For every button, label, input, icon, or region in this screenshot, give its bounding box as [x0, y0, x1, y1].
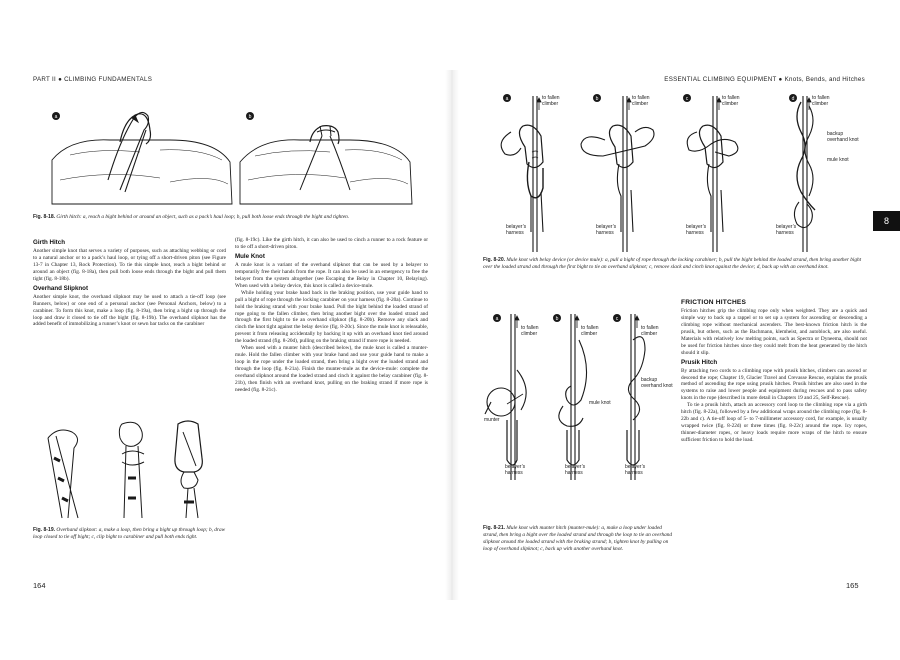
pack-b: [240, 140, 412, 204]
svg-text:b: b: [595, 96, 599, 102]
overhand-slipknot-body: Another simple knot, the overhand slipknot may be used to attach a tie-off loop (see Runners, below) or one end of a personal anchor (see Personal Anchors, below) to a carabiner. To form this knot, make a loop (fig. 8-19a), then bring a bight up through the loop and draw it closed to tie off the bight (fig. 8-19b). The overhand slipknot has the added benefit of immobilizing a runner’s knot or sewn bar tacks on the carabiner: [33, 293, 226, 328]
svg-text:b: b: [248, 114, 252, 120]
fig-8-20-belayer-c: belayer’s harness: [686, 224, 707, 236]
fig-8-20-mule: mule knot: [827, 157, 849, 163]
right-page-number: 165: [846, 581, 859, 590]
fig-8-21-to-fallen-a: to fallen climber: [521, 325, 539, 337]
friction-hitches-body: Friction hitches grip the climbing rope only when weighted. They are a quick and simple way to back up a rappel or to set up a system for ascending or descending a climbing rope without mechanical ascenders. The best-known friction hitch is the prusik, but others, such as the Bachmann, klemheist, and autoblock, are also useful. Materials with relatively low melting points, such as Spectra or Dyneema, should not be used for friction hitches since they could melt from the heat generated by the hitch should it slip.: [681, 307, 867, 356]
pack-a: [52, 140, 232, 204]
fig-8-18-label-b: [246, 112, 254, 120]
girth-hitch-continued: (fig. 8-19c). Like the girth hitch, it can also be used to cinch a runner to a rock feature or to tie off a short-driven piton.: [235, 237, 428, 250]
overhand-slipknot-heading: Overhand Slipknot: [33, 284, 89, 292]
fig-8-21-to-fallen-b: to fallen climber: [581, 325, 599, 337]
svg-text:a: a: [505, 96, 509, 102]
girth-hitch-heading: Girth Hitch: [33, 239, 65, 246]
fig-8-21-belayer-a: belayer’s harness: [505, 464, 526, 476]
fig-8-20-to-fallen-c: to fallen climber: [722, 95, 740, 107]
fig-8-19-caption: Fig. 8-19. Overhand slipknot: a, make a loop, then bring a bight up through loop; b, draw loop closed to tie off bight; c, clip bight to carabiner and pull both ends tight.: [33, 527, 226, 540]
svg-text:d: d: [791, 96, 795, 102]
book-gutter: [445, 70, 459, 600]
mule-knot-body-2: While holding your brake hand back in the braking position, use your guide hand to pull a bight of rope through the locking carabiner on your harness (fig. 8-20a). Continue to hold the braking strand with your brake hand. Pull the bight behind the loaded strand of rope going to the fallen climber, then bring another bight over the loaded strand and through the first bight to tie an overhand slipknot (fig. 8-20b). Remove any slack and cinch the knot tight against the belay device (fig. 8-20c). Since the mule knot is releasable, prevent it from releasing accidentally by backing it up with an overhand knot tied around the loaded strand (fig. 8-20d), pulling on the braking strand if more rope is needed.: [235, 289, 428, 345]
fig-8-20-belayer-d: belayer’s harness: [776, 224, 797, 236]
mule-knot-body-1: A mule knot is a variant of the overhand slipknot that can be used by a belayer to temporarily free their hands from the rope. It can also be used in an emergency to free the belayer from the system altogether (see Escaping the Belay in Chapter 10, Belaying). When used with a belay device, this knot is called a device-mule.: [235, 261, 428, 289]
fig-8-20-belayer-a: belayer’s harness: [506, 224, 527, 236]
fig-8-21-illustration: [483, 310, 673, 520]
fig-8-21-mule: mule knot: [589, 400, 611, 406]
fig-8-21-munter: munter: [484, 417, 500, 423]
right-running-head: ESSENTIAL CLIMBING EQUIPMENT ● Knots, Bends, and Hitches: [664, 76, 865, 83]
fig-8-21-belayer-c: belayer’s harness: [625, 464, 646, 476]
fig-8-20-belayer-b: belayer’s harness: [596, 224, 617, 236]
fig-8-20-caption: Fig. 8-20. Mule knot with belay device (or device mule): a, pull a bight of rope through the locking carabiner; b, pull the bight behind the loaded strand, then bring another bight over the loaded strand and through the first bight to tie an overhand slipknot; c, remove slack and cinch knot against the device; d, back up with an overhand knot.: [483, 257, 862, 270]
left-running-head: PART II ● CLIMBING FUNDAMENTALS: [33, 76, 153, 83]
fig-8-18-caption: Fig. 8-18. Girth hitch: a, reach a bight behind or around an object, such as a pack’s haul loop; b, pull both loose ends through the bight and tighten.: [33, 214, 350, 220]
mule-knot-heading: Mule Knot: [235, 252, 265, 260]
fig-8-21-backup: backup overhand knot: [641, 377, 673, 389]
left-column-2: [235, 237, 428, 394]
left-column-1: [33, 237, 226, 328]
fig-8-21-belayer-b: belayer’s harness: [565, 464, 586, 476]
friction-hitches-heading: FRICTION HITCHES: [681, 299, 747, 306]
prusik-hitch-heading: Prusik Hitch: [681, 358, 718, 366]
svg-text:a: a: [54, 114, 58, 120]
svg-text:a: a: [495, 316, 499, 322]
fig-8-20-to-fallen-a: to fallen climber: [542, 95, 560, 107]
fig-8-18-label-a: [52, 112, 60, 120]
fig-8-21-panel-labels: [493, 314, 621, 322]
mule-knot-body-3: When used with a munter hitch (described below), the mule knot is called a munter-mule. Hold the fallen climber with your brake hand and use your guide hand to make a loop in the rope under the loaded strand, then bring a bight over the loaded strand and through the loop (fig. 8-21a). Finish the munter-mule as the device-mule: complete the overhand slipknot around the loaded strand and cinch it against the belay carabiner (fig. 8-21b), then finish with an overhand knot, pulling on the braking strand if more rope is needed (fig. 8-21c).: [235, 345, 428, 394]
fig-8-21-caption: Fig. 8-21. Mule knot with munter hitch (munter-mule): a, make a loop under loaded strand, then bring a bight over the loaded strand and through the loop to tie an overhand slipknot around the loaded strand with the braking strand; b, tighten knot by pulling on loop of overhand slipknot; c, back up with another overhand knot.: [483, 525, 673, 552]
right-column: [681, 300, 867, 444]
prusik-hitch-body-2: To tie a prusik hitch, attach an accessory cord loop to the climbing rope via a girth hitch (fig. 8-22a), followed by a few additional wraps around the climbing rope (fig. 8-22b and c). A tie-off loop of 5- to 7-millimeter accessory cord, for example, is usually wrapped twice (fig. 8-22d) or three times (fig. 8-22c) around the rope. Icy ropes, thinner-diameter ropes, or heavy loads require more wraps of the hitch to ensure sufficient friction to hold the load.: [681, 402, 867, 444]
fig-8-20-to-fallen-d: to fallen climber: [812, 95, 830, 107]
fig-8-21-to-fallen-c: to fallen climber: [641, 325, 659, 337]
svg-text:b: b: [555, 316, 559, 322]
left-page-number: 164: [33, 581, 46, 590]
svg-text:c: c: [685, 96, 689, 102]
fig-8-20-backup: backup overhand knot: [827, 131, 859, 143]
fig-8-19-illustration: [38, 418, 228, 522]
fig-8-18-illustration: [50, 100, 420, 205]
fig-8-20-to-fallen-b: to fallen climber: [632, 95, 650, 107]
chapter-tab: 8: [873, 211, 900, 231]
svg-text:c: c: [615, 316, 619, 322]
girth-hitch-body: Another simple knot that serves a variety of purposes, such as attaching webbing or cord to a natural anchor or to a pack’s haul loop, or tying off a short-driven piton (see Figure 13-7 in Chapter 13, Rock Protection). To tie this simple knot, reach a bight behind or around an object (fig. 8-18a), then pull both loose ends through the bight and pull them tight (fig. 8-18b).: [33, 247, 226, 282]
prusik-hitch-body-1: By attaching two cords to a climbing rope with prusik hitches, climbers can ascend or descend the rope; Chapter 19, Glacier Travel and Crevasse Rescue, explains the prusik method of ascending the rope using prusik hitches. Prusik hitches are also used in the systems to raise and lower people and equipment during rescues and to pass safety knots in the rope (described in more detail in Chapters 19 and 25, Self-Rescue).: [681, 367, 867, 402]
